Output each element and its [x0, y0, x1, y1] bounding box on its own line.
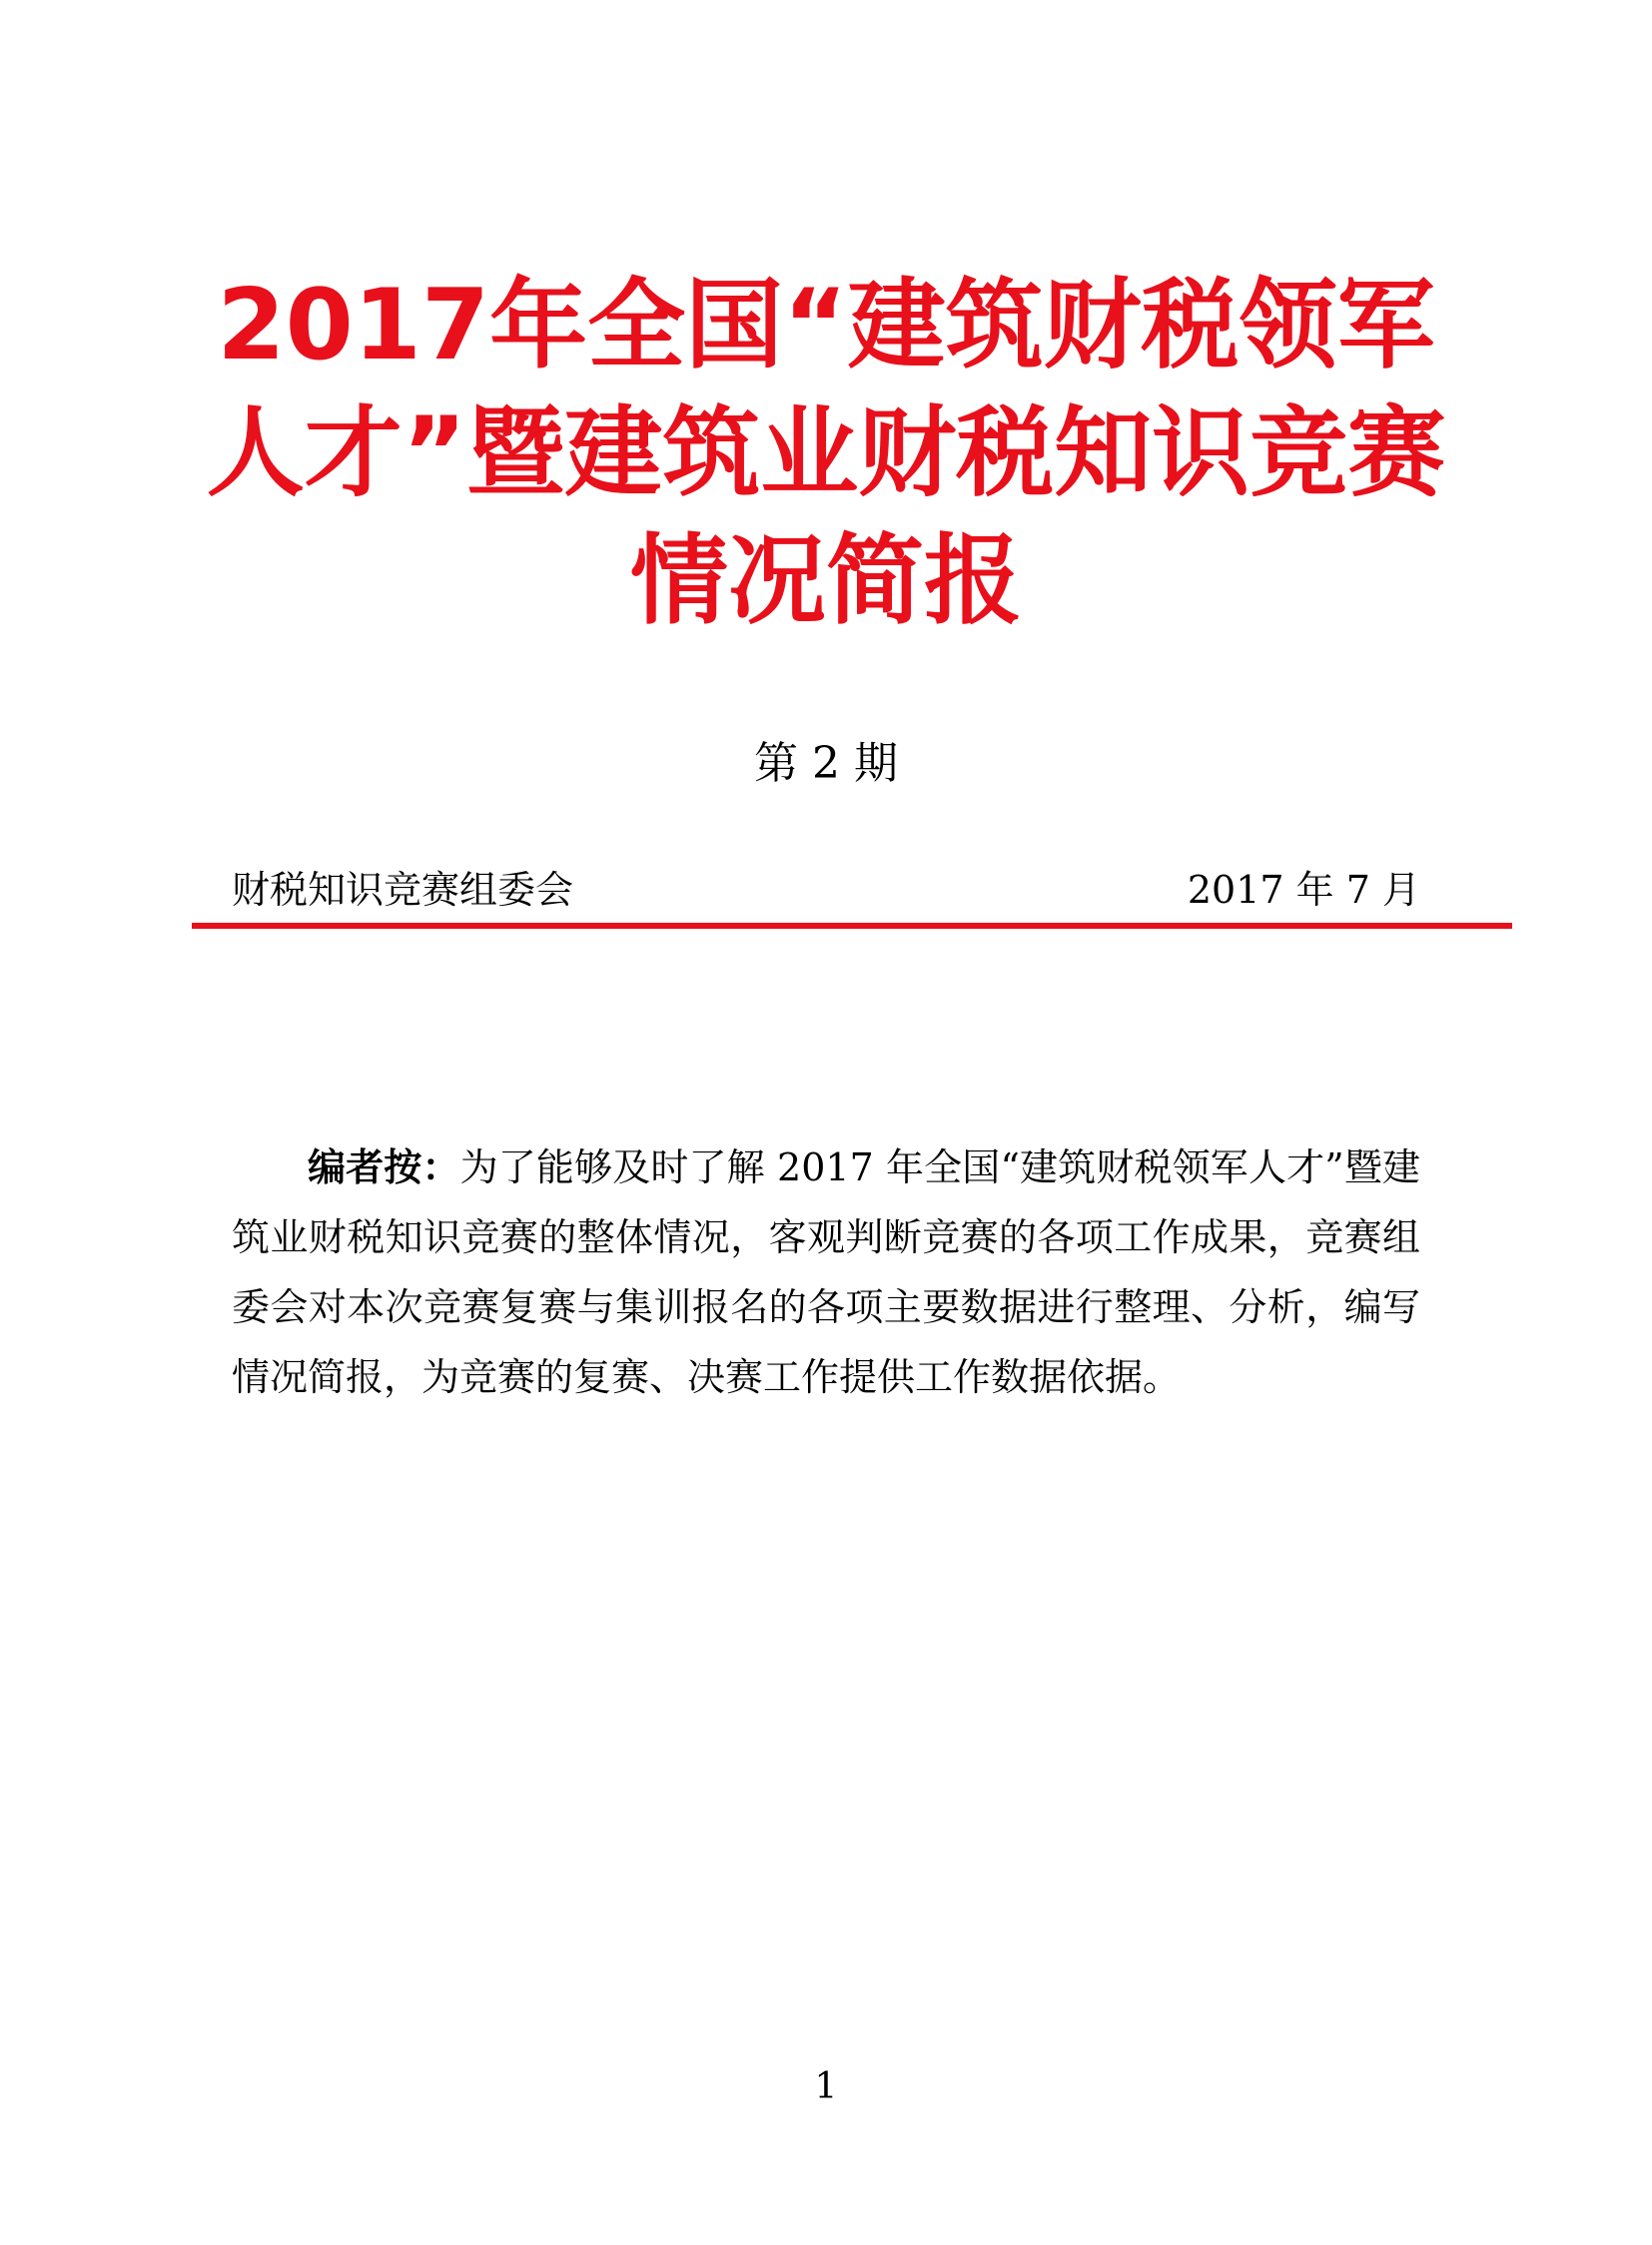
editor-note-label: 编者按： [308, 1145, 460, 1189]
header-meta-row [232, 865, 1420, 915]
editor-note [232, 1132, 1420, 1412]
page-number: 1 [814, 2066, 838, 2107]
issue-date: 2017 年 7 月 [1187, 868, 1420, 912]
issue-number: 第 2 期 [754, 738, 898, 789]
organizer-name: 财税知识竞赛组委会 [232, 868, 574, 912]
header-divider [192, 923, 1512, 929]
title-line-2: 人才”暨建筑业财税知识竞赛 [206, 396, 1446, 510]
title-line-3: 情况简报 [629, 524, 1022, 638]
document-title [200, 262, 1452, 645]
editor-note-text: 为了能够及时了解 2017 年全国“建筑财税领军人才”暨建筑业财税知识竞赛的整体情况，客观判断竞赛的各项工作成果，竞赛组委会对本次竞赛复赛与集训报名的各项主要数据进行整理、分析，编写情况简报，为竞赛的复赛、决赛工作提供工作数据依据。 [232, 1145, 1420, 1399]
title-line-1: 2017年全国“建筑财税领军 [217, 269, 1435, 382]
